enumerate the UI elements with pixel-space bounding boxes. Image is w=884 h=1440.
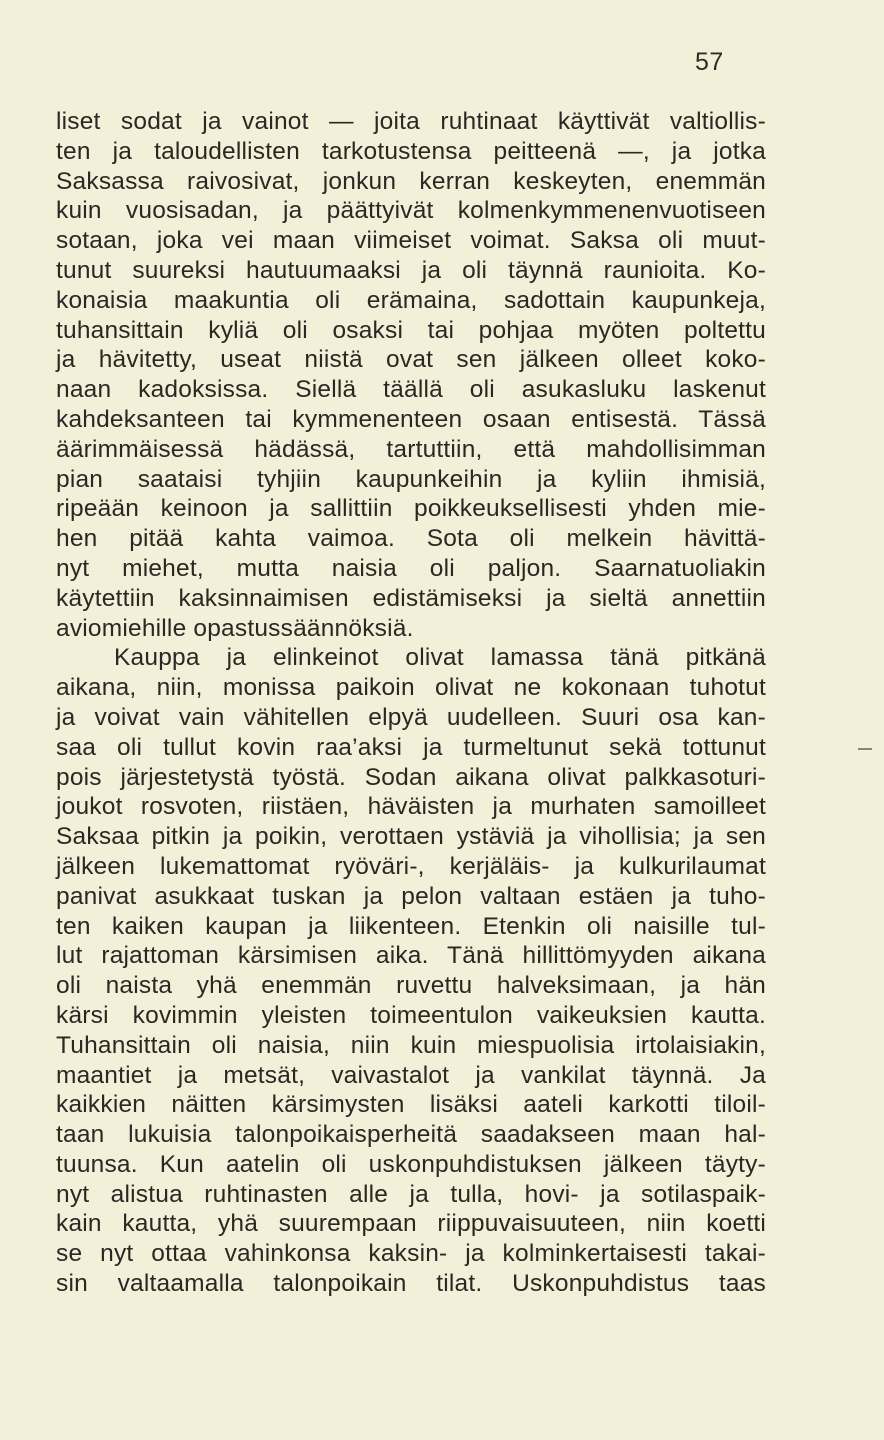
text-line: oli naista yhä enemmän ruvettu halveksimaan, ja hän: [56, 972, 766, 1000]
text-line: käytettiin kaksinnaimisen edistämiseksi ja sieltä annettiin: [56, 584, 766, 612]
text-line: nyt alistua ruhtinasten alle ja tulla, hovi- ja sotilaspaik-: [56, 1180, 766, 1208]
text-line: pian saataisi tyhjiin kaupunkeihin ja kyliin ihmisiä,: [56, 465, 766, 493]
text-line: panivat asukkaat tuskan ja pelon valtaan estäen ja tuho-: [56, 882, 766, 910]
text-line: saa oli tullut kovin raa’aksi ja turmeltunut sekä tottunut: [56, 733, 766, 761]
text-line: konaisia maakuntia oli erämaina, sadottain kaupunkeja,: [56, 286, 766, 314]
text-line: se nyt ottaa vahinkonsa kaksin- ja kolminkertaisesti takai-: [56, 1240, 766, 1268]
text-line: hen pitää kahta vaimoa. Sota oli melkein hävittä-: [56, 525, 766, 553]
text-line: jälkeen lukemattomat ryöväri-, kerjäläis- ja kulkurilaumat: [56, 852, 766, 880]
text-line: kahdeksanteen tai kymmenenteen osaan entisestä. Tässä: [56, 405, 766, 433]
text-line: ja hävitetty, useat niistä ovat sen jälkeen olleet koko-: [56, 346, 766, 374]
text-line: joukot rosvoten, riistäen, häväisten ja murhaten samoilleet: [56, 793, 766, 821]
text-line: lut rajattoman kärsimisen aika. Tänä hillittömyyden aikana: [56, 942, 766, 970]
text-line-paragraph-start: Kauppa ja elinkeinot olivat lamassa tänä pitkänä: [114, 644, 766, 672]
margin-mark: [858, 748, 872, 750]
text-line: ten ja taloudellisten tarkotustensa peitteenä —, ja jotka: [56, 137, 766, 165]
text-line: liset sodat ja vainot — joita ruhtinaat käyttivät valtiollis-: [56, 108, 766, 135]
text-line: Saksaa pitkin ja poikin, verottaen ystäviä ja vihollisia; ja sen: [56, 823, 766, 851]
text-line: nyt miehet, mutta naisia oli paljon. Saarnatuoliakin: [56, 554, 766, 582]
text-line: aikana, niin, monissa paikoin olivat ne kokonaan tuhotut: [56, 674, 766, 702]
text-line: äärimmäisessä hädässä, tartuttiin, että mahdollisimman: [56, 435, 766, 463]
text-line: tuunsa. Kun aatelin oli uskonpuhdistuksen jälkeen täyty-: [56, 1150, 766, 1178]
text-line: Saksassa raivosivat, jonkun kerran keskeyten, enemmän: [56, 167, 766, 195]
text-line: kärsi kovimmin yleisten toimeentulon vaikeuksien kautta.: [56, 1001, 766, 1029]
text-line: kain kautta, yhä suurempaan riippuvaisuuteen, niin koetti: [56, 1210, 766, 1238]
page-number: 57: [695, 48, 724, 76]
text-line: tuhansittain kyliä oli osaksi tai pohjaa myöten poltettu: [56, 316, 766, 344]
text-line: tunut suureksi hautuumaaksi ja oli täynnä raunioita. Ko-: [56, 256, 766, 284]
text-line: sin valtaamalla talonpoikain tilat. Uskonpuhdistus taas: [56, 1270, 766, 1298]
text-line: naan kadoksissa. Siellä täällä oli asukasluku laskenut: [56, 376, 766, 404]
text-line: pois järjestetystä työstä. Sodan aikana olivat palkkasoturi-: [56, 763, 766, 791]
text-line: sotaan, joka vei maan viimeiset voimat. Saksa oli muut-: [56, 227, 766, 255]
text-line: kuin vuosisadan, ja päättyivät kolmenkymmenenvuotiseen: [56, 197, 766, 225]
body-text: [56, 107, 766, 1299]
text-line: ten kaiken kaupan ja liikenteen. Etenkin oli naisille tul-: [56, 912, 766, 940]
text-line: ja voivat vain vähitellen elpyä uudelleen. Suuri osa kan-: [56, 703, 766, 731]
text-line: ripeään keinoon ja sallittiin poikkeuksellisesti yhden mie-: [56, 495, 766, 523]
text-line: Tuhansittain oli naisia, niin kuin miespuolisia irtolaisiakin,: [56, 1031, 766, 1059]
text-line: taan lukuisia talonpoikaisperheitä saadakseen maan hal-: [56, 1121, 766, 1149]
text-line-paragraph-end: aviomiehille opastussäännöksiä.: [56, 614, 414, 642]
text-line: kaikkien näitten kärsimysten lisäksi aateli karkotti tiloil-: [56, 1091, 766, 1119]
text-line: maantiet ja metsät, vaivastalot ja vankilat täynnä. Ja: [56, 1061, 766, 1089]
